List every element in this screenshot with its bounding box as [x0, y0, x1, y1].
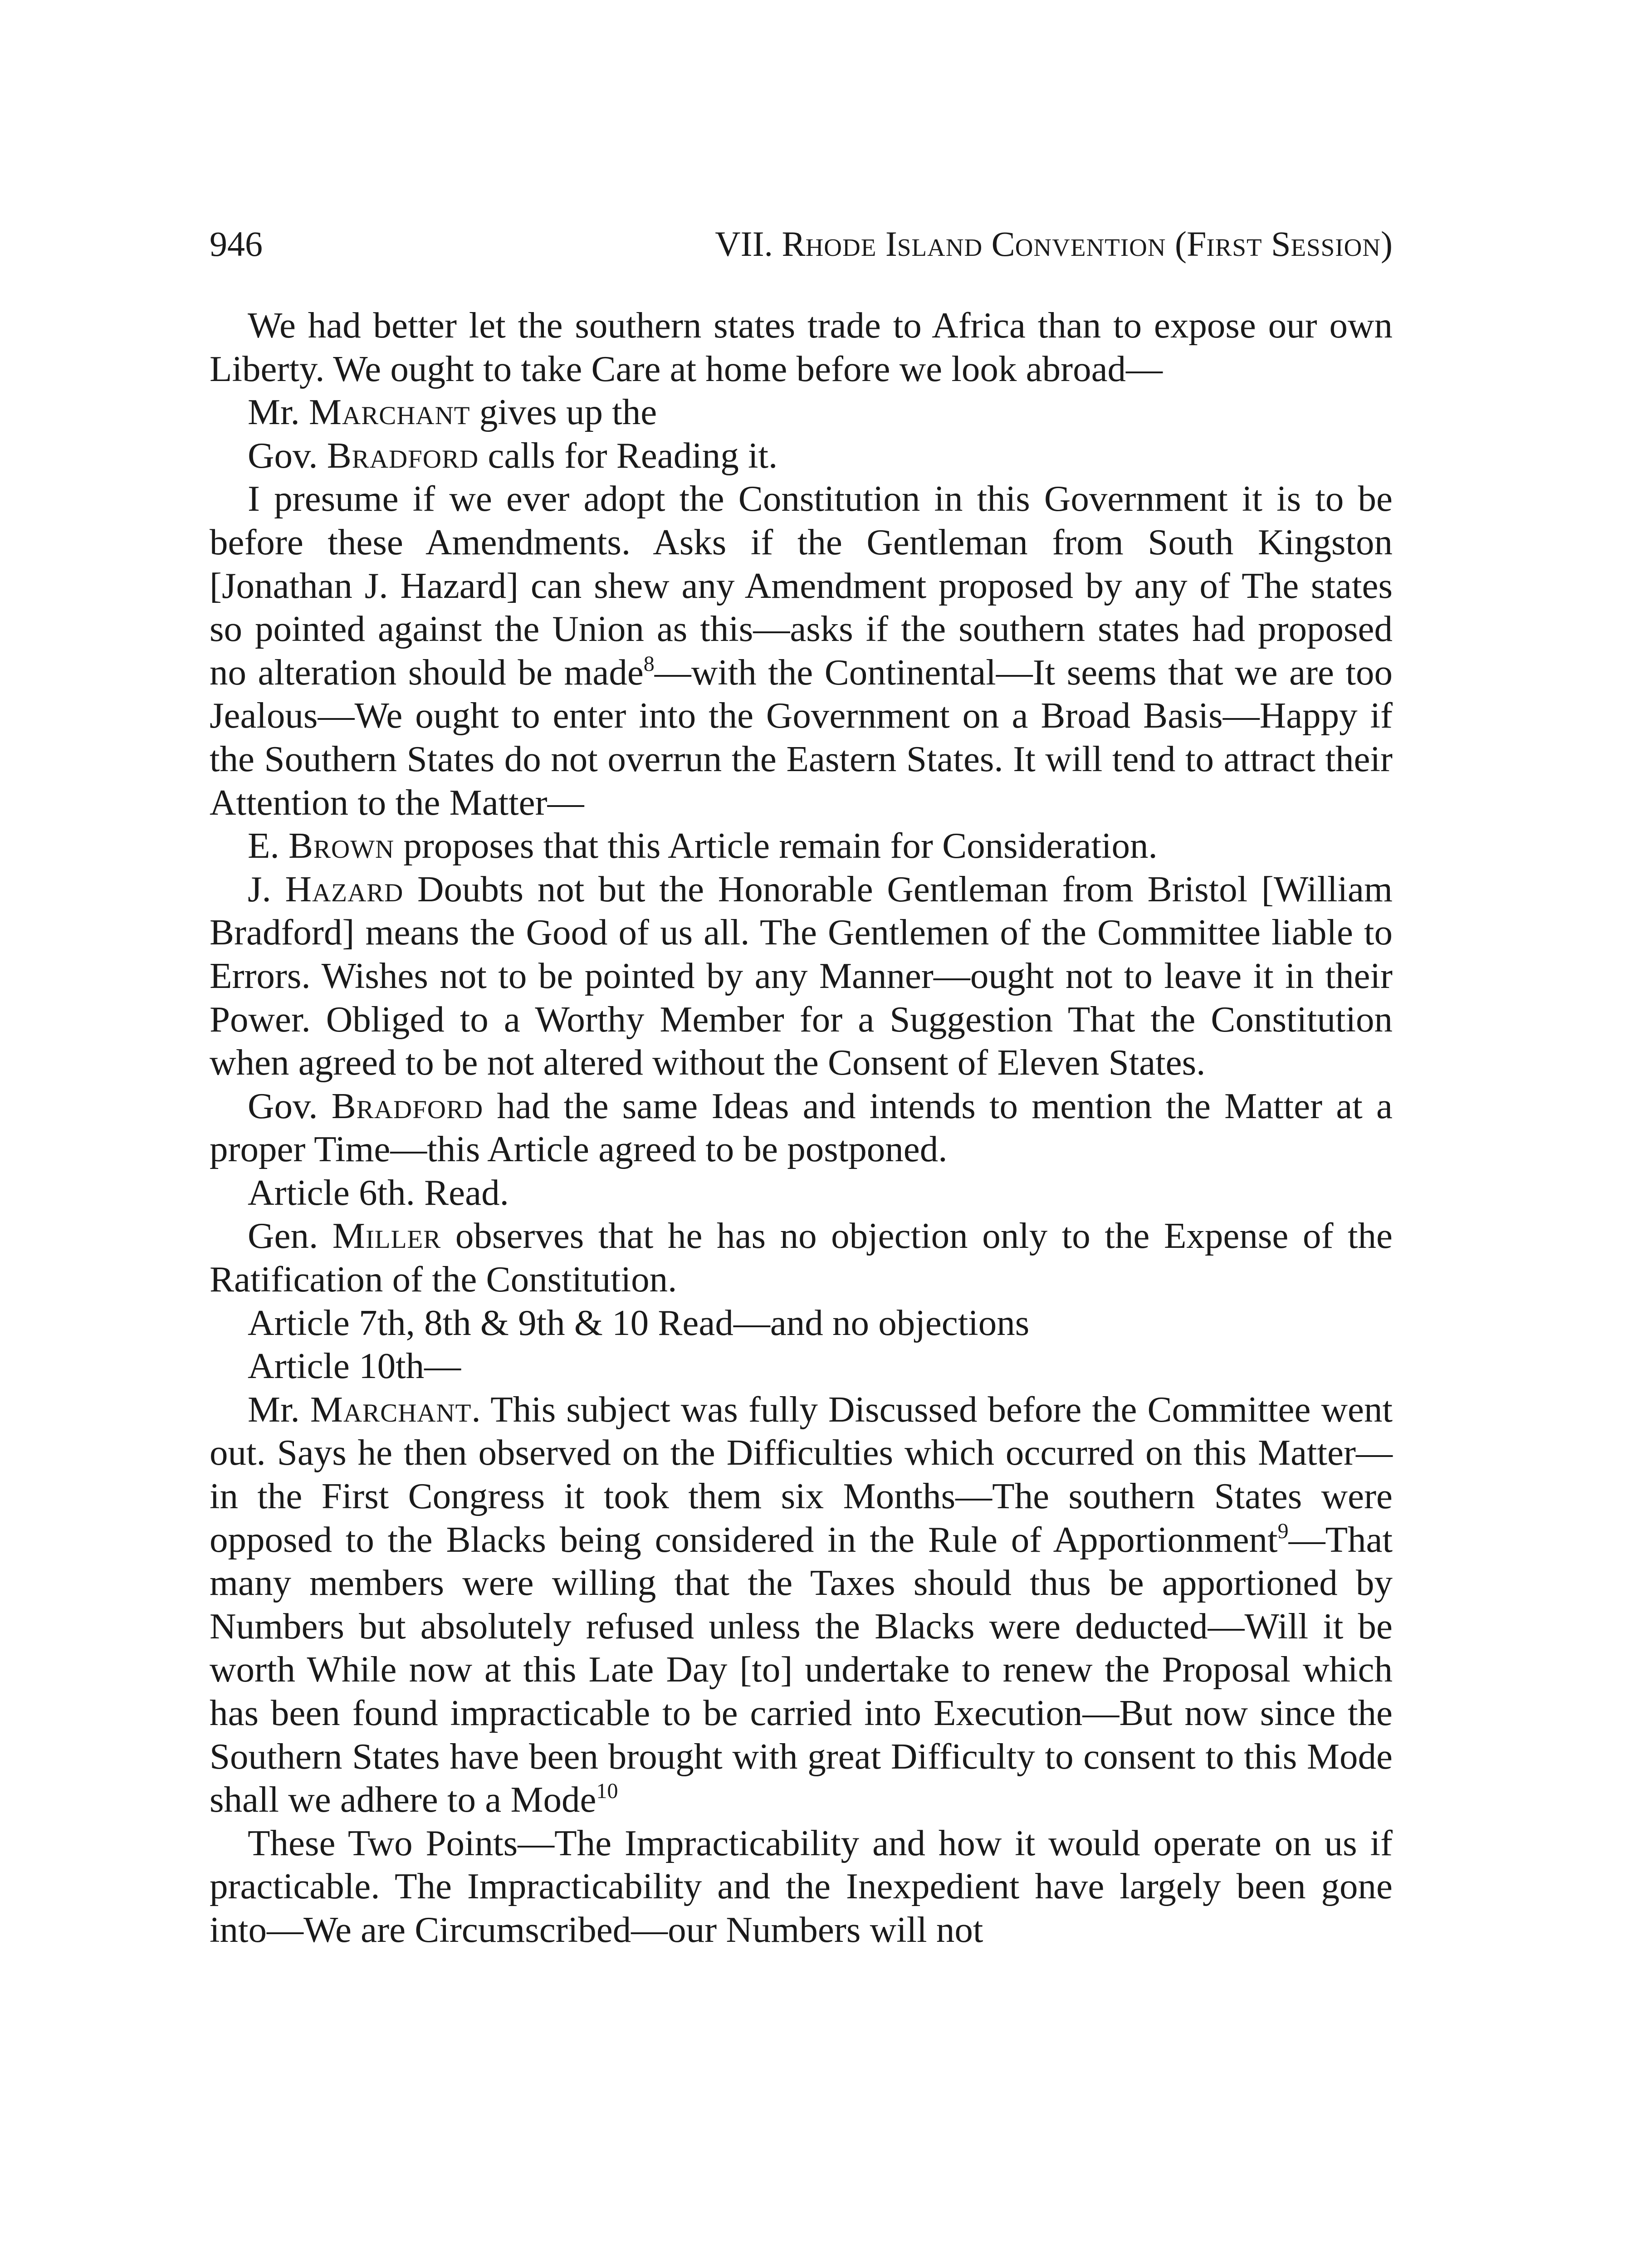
paragraph — [210, 1171, 1393, 1215]
speaker-title: E. — [248, 825, 288, 866]
speaker-title: Gov. — [248, 435, 327, 476]
paragraph-text: had the same Ideas and intends to mention the Matter at a proper Time—this Article agreed to be postponed. — [210, 1085, 1393, 1170]
paragraph — [210, 391, 1393, 434]
paragraph-text: We had better let the southern states trade to Africa than to expose our own Liberty. We ought to take Care at home before we look abroad— — [210, 305, 1393, 389]
running-title — [715, 217, 1393, 271]
paragraph-text: Article 10th— — [248, 1345, 461, 1387]
page-number: 946 — [210, 224, 263, 264]
paragraph — [210, 1085, 1393, 1171]
running-title-word: irst — [1206, 224, 1262, 264]
paragraph — [210, 1388, 1393, 1822]
paragraph — [210, 434, 1393, 478]
paragraph — [210, 824, 1393, 868]
speaker-name: Marchant — [309, 391, 470, 433]
paragraph-text: Article 7th, 8th & 9th & 10 Read—and no objections — [248, 1302, 1030, 1343]
running-title-word: onvention — [1015, 224, 1166, 264]
running-title-word: hode — [805, 224, 877, 264]
speaker-title: Gen. — [248, 1215, 332, 1256]
running-title-word: ession — [1291, 224, 1381, 264]
paragraph-text: proposes that this Article remain for Consideration. — [394, 825, 1158, 866]
footnote-marker: 9 — [1277, 1519, 1289, 1543]
paragraph-text: Article 6th. Read. — [248, 1172, 509, 1213]
speaker-title: J. — [248, 868, 285, 909]
paragraph — [210, 868, 1393, 1085]
paragraph — [210, 1301, 1393, 1345]
running-title-prefix: VII. — [715, 224, 782, 264]
running-title-word: sland — [897, 224, 983, 264]
speaker-name: Miller — [332, 1215, 441, 1256]
paragraph-text: gives up the — [470, 391, 657, 433]
paragraph — [210, 1214, 1393, 1301]
speaker-name: Bradford — [327, 435, 479, 476]
speaker-name: Brown — [288, 825, 395, 866]
speaker-title: Mr. — [248, 391, 309, 433]
paragraph-text: —That many members were willing that the Taxes should thus be apportioned by Numbers but absolutely refused unless the Blacks were deducted—Will it be worth While now at this Late Day [to] undertake to renew the Proposal which has been found impracticable to be carried into Execution—But now since the Southern States have been brought with great Difficulty to consent to this Mode shall we adhere to a Mode — [210, 1519, 1393, 1820]
footnote-marker: 10 — [596, 1779, 618, 1804]
running-title-initial: F — [1187, 224, 1207, 264]
paragraph — [210, 1822, 1393, 1952]
paragraph-text: I presume if we ever adopt the Constitution in this Government it is to be before these Amendments. Asks if the Gentleman from South Kingston [Jonathan J. Hazard] can shew any Amendment proposed by any of The states so pointed against the Union as this—asks if the southern states had proposed no alteration should be made — [210, 478, 1393, 693]
paragraph-text: Doubts not but the Honorable Gentleman from Bristol [William Bradford] means the Good of us all. The Gentlemen of the Committee liable to Errors. Wishes not to be pointed by any Manner—ought not to leave it in their Power. Obliged to a Worthy Member for a Suggestion That the Constitution when agreed to be not altered without the Consent of Eleven States. — [210, 868, 1393, 1083]
speaker-name: Marchant — [310, 1388, 472, 1430]
speaker-name: Bradford — [331, 1085, 484, 1126]
running-title-initial: S — [1271, 224, 1291, 264]
body-text — [210, 304, 1393, 1952]
running-header — [210, 217, 1393, 271]
running-title-initial: C — [991, 224, 1015, 264]
running-title-paren: ) — [1381, 224, 1393, 264]
running-title-initial: I — [885, 224, 897, 264]
paragraph — [210, 1344, 1393, 1388]
speaker-name: Hazard — [285, 868, 404, 909]
speaker-title: Mr. — [248, 1388, 310, 1430]
paragraph-text: calls for Reading it. — [479, 435, 778, 476]
paragraph-text: . This subject was fully Discussed before the Committee went out. Says he then observed on the Difficulties which occurred on this Matter—in the First Congress it took them six Months—The southern States were opposed to the Blacks being considered in the Rule of Apportionment — [210, 1388, 1393, 1560]
paragraph — [210, 304, 1393, 391]
footnote-marker: 8 — [643, 651, 655, 676]
speaker-title: Gov. — [248, 1085, 332, 1126]
paragraph-text: —with the Continental—It seems that we are too Jealous—We ought to enter into the Government on a Broad Basis—Happy if the Southern States do not overrun the Eastern States. It will tend to attract their Attention to the Matter— — [210, 651, 1393, 823]
paragraph — [210, 477, 1393, 824]
paragraph-text: These Two Points—The Impracticability and how it would operate on us if practicable. The Impracticability and the Inexpedient have largely been gone into—We are Circumscribed—our Numbers will not — [210, 1822, 1393, 1950]
paragraph-text: observes that he has no objection only to the Expense of the Ratification of the Constitution. — [210, 1215, 1393, 1300]
running-title-initial: R — [782, 224, 806, 264]
running-title-paren: ( — [1175, 224, 1187, 264]
